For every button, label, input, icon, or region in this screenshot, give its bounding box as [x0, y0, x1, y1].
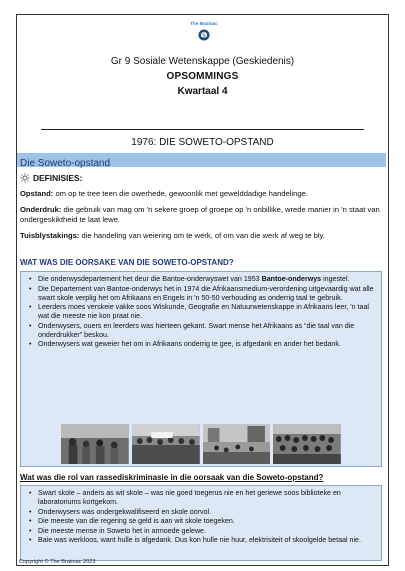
subject-title: Gr 9 Sosiale Wetenskappe (Geskiedenis) — [110, 56, 295, 67]
photo-street-scene — [203, 424, 271, 464]
list-item: • Baie was werkloos, want hulle is afgedank. Dus kon hulle nie huur, elektrisiteit of skoolgelde betaal nie. — [27, 536, 375, 545]
bullet-text: Die onderwysdepartement het deur die Bantoe-onderwyswet van 1953 — [38, 275, 262, 283]
bullet-text: ingestel. — [321, 275, 350, 283]
photo-crowd-gathering — [273, 424, 341, 464]
historical-photos — [61, 424, 341, 464]
definitions-heading-text: DEFINISIES: — [33, 173, 83, 183]
definition-term: Onderdruk: — [20, 205, 62, 214]
list-item: • Die meeste mense in Soweto het in armoede gelewe. — [27, 527, 375, 536]
definition-term: Tuisblystakings: — [20, 231, 80, 240]
bullet-bold-text: Bantoe-onderwys — [261, 275, 322, 283]
brand-logo — [186, 21, 222, 41]
divider — [41, 129, 364, 130]
definition-tuisblystakings — [20, 231, 382, 241]
definition-text: die handeling van weiering om te werk, of om van die werk af weg te bly. — [79, 231, 325, 240]
bullet-text: Die Departement van Bantoe-onderwys het in 1974 die Afrikaansmedium-verordening uitgevaardig wat alle swart skole verplig het om Afrikaans en Engels in 'n 50-50 verhouding as onderrig taal te gebruik. — [38, 284, 374, 302]
section-header — [17, 153, 386, 167]
logo-text: The Brainiac — [190, 21, 218, 26]
photo-students-marching — [132, 424, 200, 464]
term-label: Kwartaal 4 — [177, 86, 228, 97]
document-type: OPSOMMINGS — [166, 71, 239, 82]
definition-text: om op te tree teen die owerhede, gewoonlik met gewelddadige handelinge. — [53, 189, 308, 198]
list-item — [27, 322, 375, 340]
topic-title: 1976: DIE SOWETO-OPSTAND — [131, 137, 274, 148]
causes-list — [21, 272, 381, 349]
causes-box — [20, 271, 382, 467]
brain-icon — [198, 29, 210, 41]
list-item — [27, 303, 375, 321]
copyright-notice: Copyright © The Brainiac 2023 — [19, 559, 96, 565]
definition-onderdruk — [20, 205, 382, 225]
list-item — [27, 285, 375, 303]
section-title: Die Soweto-opstand — [20, 158, 111, 169]
causes-heading: WAT WAS DIE OORSAKE VAN DIE SOWETO-OPSTAND? — [20, 258, 234, 267]
definition-text: die gebruik van mag om 'n sekere groep of groepe op 'n onbillike, wrede manier in 'n staat van ondergeskiktheid te laat lewe. — [20, 205, 380, 224]
bullet-text: Onderwysers wat geweier het om in Afrikaans onderrig te gee, is afgedank en ander het bedank. — [38, 340, 341, 349]
list-item: • Swart skole – anders as wit skole – was nie goed toegerus nie en het geriewe soos biblioteke en laboratoriums kortgekom. — [27, 489, 375, 507]
document-page — [16, 14, 389, 566]
bullet-text: Leerders moes verskeie vakke soos Wiskunde, Geografie en Natuurwetenskappe in Afrikaans leer, 'n taal wat die meeste nie kon praat nie. — [38, 303, 369, 321]
bullet-text: Onderwysers, ouers en leerders was hierteen gekant. Swart mense het Afrikaans as “die taal van die onderdrukker” beskou. — [38, 321, 355, 339]
discrimination-list — [21, 486, 381, 545]
definition-opstand — [20, 189, 382, 199]
discrimination-heading: Wat was die rol van rassediskriminasie in die oorsaak van die Soweto-opstand? — [20, 473, 324, 482]
definitions-heading — [20, 173, 82, 183]
photo-protest-crowd — [61, 424, 129, 464]
list-item — [27, 340, 375, 349]
list-item — [27, 275, 375, 284]
list-item: • Die meeste van die regering se geld is aan wit skole toegeken. — [27, 517, 375, 526]
discrimination-box — [20, 485, 382, 561]
list-item: • Onderwysers was ondergekwalifiseerd en skole oorvol. — [27, 508, 375, 517]
sun-icon — [20, 173, 30, 183]
definition-term: Opstand: — [20, 189, 54, 198]
